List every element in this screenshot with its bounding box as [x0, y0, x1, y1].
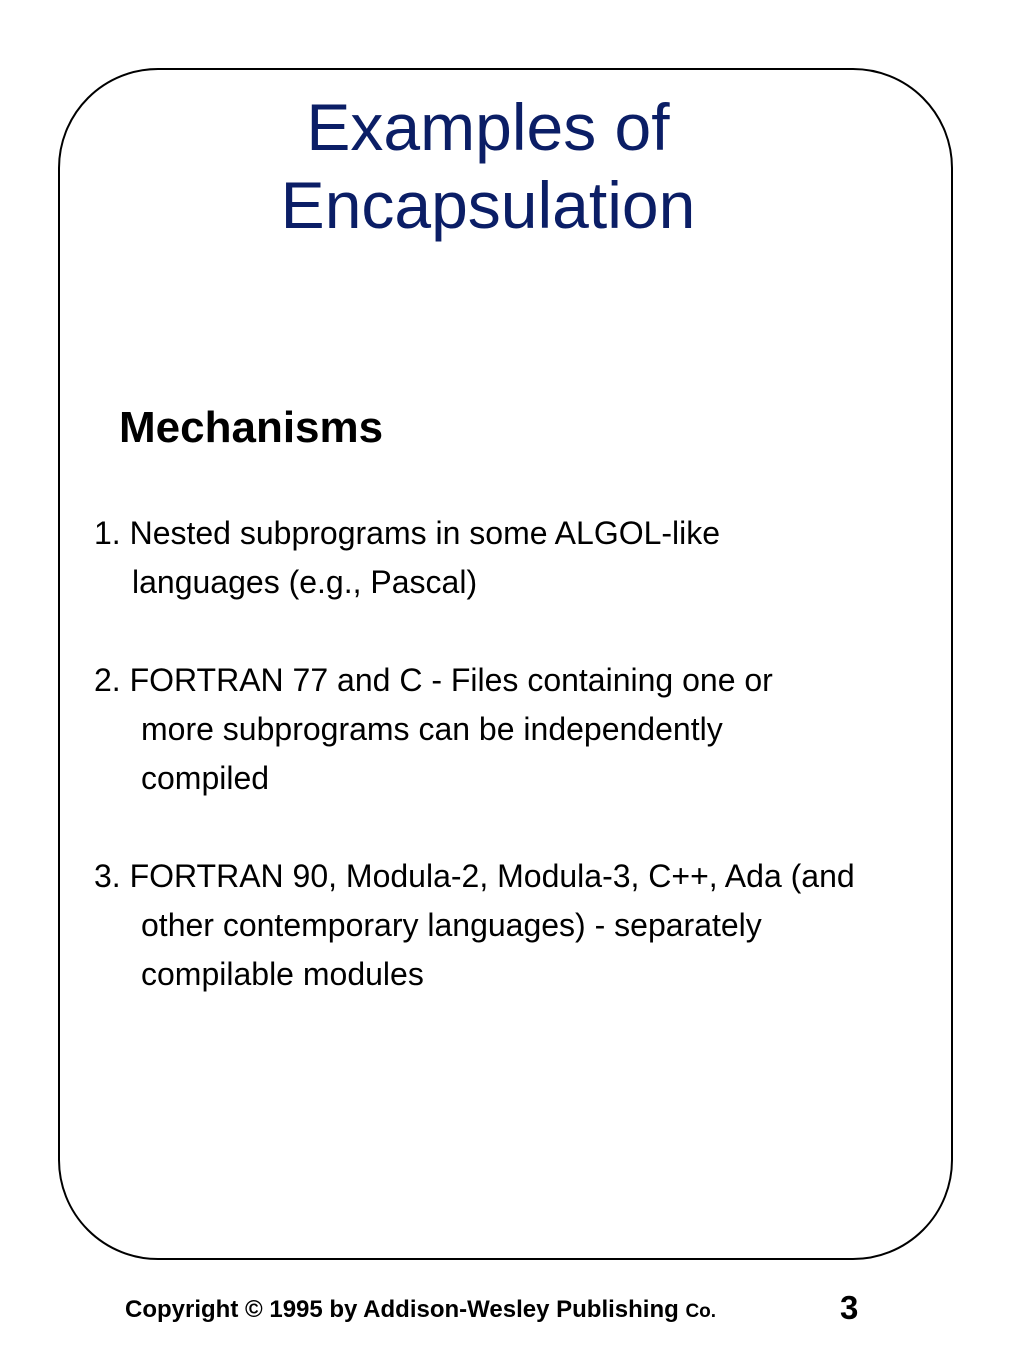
- copyright-co: Co.: [685, 1301, 717, 1322]
- copyright-footer: [125, 1292, 716, 1330]
- title-line-2: Encapsulation: [280, 168, 696, 242]
- slide-title: [0, 88, 976, 244]
- list-item: [94, 509, 720, 607]
- item-line: compiled: [141, 760, 270, 796]
- item-line: 2. FORTRAN 77 and C - Files containing one or: [94, 662, 773, 698]
- item-line: 3. FORTRAN 90, Modula-2, Modula-3, C++, Ada (and: [94, 858, 855, 894]
- page-number: 3: [840, 1289, 859, 1326]
- item-line: compilable modules: [141, 956, 424, 992]
- item-line: more subprograms can be independently: [141, 711, 723, 747]
- item-line: languages (e.g., Pascal): [132, 564, 478, 600]
- item-line: 1. Nested subprograms in some ALGOL-like: [94, 515, 721, 551]
- list-item: [94, 852, 855, 999]
- title-line-1: Examples of: [306, 90, 670, 164]
- item-line: other contemporary languages) - separately: [141, 907, 762, 943]
- subheading: Mechanisms: [119, 403, 384, 452]
- list-item: [94, 656, 773, 803]
- copyright-text: Copyright © 1995 by Addison-Wesley Publishing: [125, 1296, 686, 1323]
